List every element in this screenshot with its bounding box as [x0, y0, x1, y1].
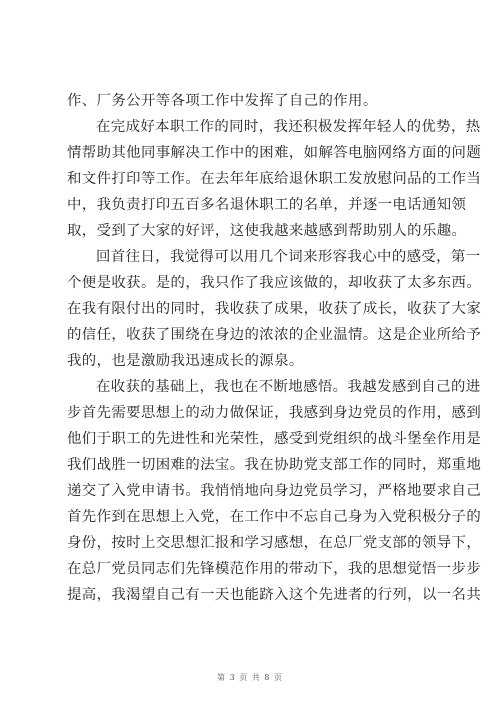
text-line: 递交了入党申请书。我悄悄地向身边党员学习，严格地要求自己: [67, 483, 482, 499]
text-line: 和文件打印等工作。在去年年底给退休职工发放慰问品的工作当: [67, 171, 482, 187]
text-line: 作、厂务公开等各项工作中发挥了自己的作用。: [67, 93, 378, 109]
text-line: 在我有限付出的同时，我收获了成果，收获了成长，收获了大家: [67, 301, 482, 317]
text-line: 在总厂党员同志们先锋模范作用的带动下，我的思想觉悟一步步: [67, 561, 482, 577]
text-line: 在收获的基础上，我也在不断地感悟。我越发感到自己的进: [96, 379, 481, 395]
text-line: 步首先需要思想上的动力做保证，我感到身边党员的作用，感到: [67, 405, 482, 421]
text-line: 个便是收获。是的，我只作了我应该做的，却收获了太多东西。: [67, 275, 482, 291]
paragraph: [67, 374, 482, 608]
text-line: 的信任，收获了围绕在身边的浓浓的企业温情。这是企业所给予: [67, 327, 482, 343]
text-line: 回首往日，我觉得可以用几个词来形容我心中的感受，第一: [96, 249, 481, 265]
text-line: 中，我负责打印五百多名退休职工的名单，并逐一电话通知领: [67, 197, 467, 213]
paragraph: [67, 88, 437, 114]
text-line: 我们战胜一切困难的法宝。我在协助党支部工作的同时，郑重地: [67, 457, 482, 473]
text-line: 在完成好本职工作的同时，我还积极发挥年轻人的优势，热: [96, 119, 481, 135]
text-line: 他们于职工的先进性和光荣性，感受到党组织的战斗堡垒作用是: [67, 431, 482, 447]
page-number-footer: 第 3 页 共 8 页: [217, 673, 283, 682]
paragraph: [67, 244, 482, 374]
text-line: 首先作到在思想上入党，在工作中不忘自己身为入党积极分子的: [67, 509, 482, 525]
text-line: 我的，也是激励我迅速成长的源泉。: [67, 353, 304, 369]
text-line: 情帮助其他同事解决工作中的困难，如解答电脑网络方面的问题: [67, 145, 482, 161]
text-line: 提高，我渴望自己有一天也能跻入这个先进者的行列，以一名共: [67, 587, 482, 603]
document-body: [67, 88, 482, 608]
text-line: 身份，按时上交思想汇报和学习感想，在总厂党支部的领导下，: [67, 535, 482, 551]
text-line: 取，受到了大家的好评，这使我越来越感到帮助别人的乐趣。: [67, 223, 467, 239]
paragraph: [67, 114, 482, 244]
